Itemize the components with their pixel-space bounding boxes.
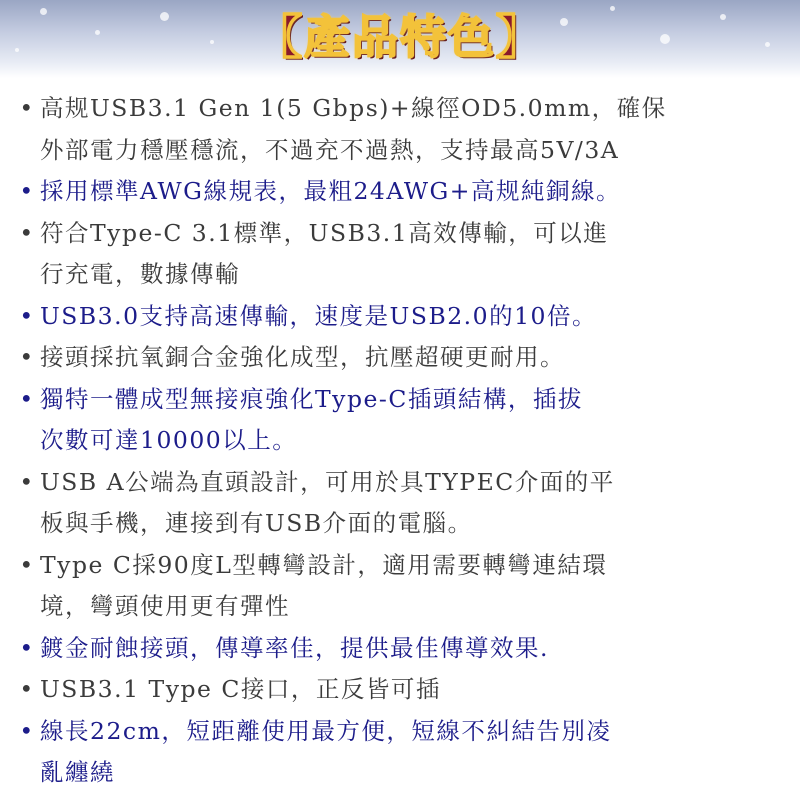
feature-text: 符合Type-C 3.1標準，USB3.1高效傳輸，可以進 行充電，數據傳輸 <box>40 218 609 288</box>
feature-text: Type C採90度L型轉彎設計，適用需要轉彎連結環 境，彎頭使用更有彈性 <box>40 550 608 620</box>
bullet-icon: • <box>19 550 35 579</box>
feature-item <box>14 711 790 794</box>
feature-item <box>14 462 790 545</box>
bullet-icon: • <box>19 343 35 371</box>
bullet-icon: • <box>19 675 35 703</box>
feature-item <box>14 171 790 213</box>
bullet-icon: • <box>19 633 35 662</box>
feature-item <box>14 296 790 338</box>
feature-list <box>14 88 790 794</box>
feature-item <box>14 337 790 379</box>
feature-item <box>14 88 790 171</box>
feature-item <box>14 213 790 296</box>
feature-item <box>14 628 790 670</box>
bullet-icon: • <box>19 467 35 496</box>
bullet-icon: • <box>19 218 35 247</box>
feature-item <box>14 379 790 462</box>
feature-text: 採用標準AWG線規表，最粗24AWG+高规純銅線。 <box>40 177 621 205</box>
feature-item <box>14 669 790 711</box>
bullet-icon: • <box>19 384 35 413</box>
bullet-icon: • <box>19 94 35 122</box>
feature-text: USB3.1 Type C接口，正反皆可插 <box>40 675 441 703</box>
feature-text: USB3.0支持高速傳輸，速度是USB2.0的10倍。 <box>40 301 597 330</box>
feature-text: 獨特一體成型無接痕強化Type-C插頭結構，插拔 次數可達10000以上。 <box>40 384 583 454</box>
feature-text: 鍍金耐蝕接頭，傳導率佳，提供最佳傳導效果. <box>40 633 549 662</box>
feature-text: 線長22cm，短距離使用最方便，短線不糾結告別凌 亂纏繞 <box>40 716 612 786</box>
feature-text: USB A公端為直頭設計，可用於具TYPEC介面的平 板與手機，連接到有USB介面的電腦。 <box>40 467 615 537</box>
title-container <box>0 4 800 64</box>
feature-item <box>14 545 790 628</box>
feature-text: 高规USB3.1 Gen 1(5 Gbps)+線徑OD5.0mm，確保 外部電力穩壓穩流，不過充不過熱，支持最高5V/3A <box>40 94 667 164</box>
bullet-icon: • <box>19 301 35 330</box>
bullet-icon: • <box>19 177 35 205</box>
feature-text: 接頭採抗氧銅合金強化成型，抗壓超硬更耐用。 <box>40 343 565 371</box>
bullet-icon: • <box>19 716 35 745</box>
page-title: 【產品特色】 <box>256 10 544 64</box>
